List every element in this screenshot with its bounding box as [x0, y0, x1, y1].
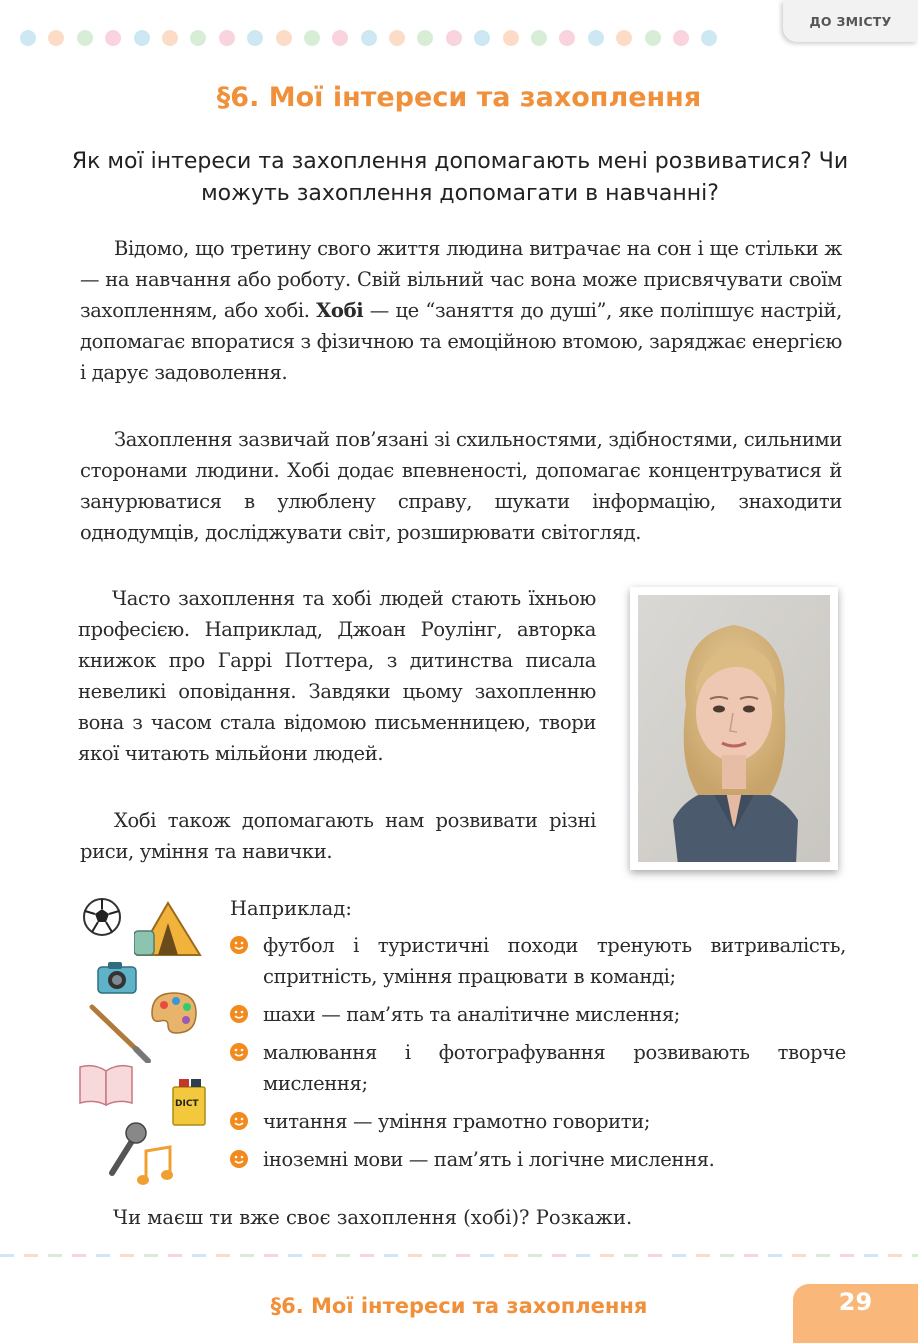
dashed-divider: [0, 1254, 918, 1258]
divider-dash: [408, 1254, 422, 1257]
divider-dash: [792, 1254, 806, 1257]
decorative-dot: [531, 30, 547, 46]
closing-question: Чи маєш ти вже своє захоплення (хобі)? Розкажи.: [113, 1206, 633, 1229]
portrait-image: [638, 595, 830, 862]
hobby-icons: [78, 895, 208, 1195]
list-item: [228, 1144, 846, 1175]
examples-label: Наприклад:: [230, 897, 352, 920]
decorative-dot: [20, 30, 36, 46]
divider-dash: [672, 1254, 686, 1257]
decorative-dot: [304, 30, 320, 46]
divider-dash: [360, 1254, 374, 1257]
divider-dash: [72, 1254, 86, 1257]
paragraph-skills: Хобі також допомагають нам розвивати різні риси, уміння та навички.: [80, 809, 596, 863]
divider-dash: [624, 1254, 638, 1257]
smiley-bullet-icon: [228, 1041, 250, 1063]
decorative-dot: [276, 30, 292, 46]
smiley-bullet-icon: [228, 934, 250, 956]
divider-dash: [720, 1254, 734, 1257]
decorative-dot: [389, 30, 405, 46]
decorative-dot: [105, 30, 121, 46]
decorative-dot: [48, 30, 64, 46]
decorative-dot: [134, 30, 150, 46]
soccer-ball-icon: [82, 897, 122, 937]
decorative-dot: [673, 30, 689, 46]
decorative-dot: [219, 30, 235, 46]
divider-dash: [480, 1254, 494, 1257]
divider-dash: [120, 1254, 134, 1257]
divider-dash: [456, 1254, 470, 1257]
decorative-dot: [474, 30, 490, 46]
divider-dash: [840, 1254, 854, 1257]
divider-dash: [888, 1254, 902, 1257]
list-item: [228, 1106, 846, 1137]
divider-dash: [504, 1254, 518, 1257]
list-item-text: футбол і туристичні походи тренують витривалість, спритність, уміння працювати в команді;: [263, 934, 846, 988]
divider-dash: [768, 1254, 782, 1257]
divider-dash: [816, 1254, 830, 1257]
divider-dash: [336, 1254, 350, 1257]
divider-dash: [552, 1254, 566, 1257]
list-item-text: читання — уміння грамотно говорити;: [263, 1110, 651, 1133]
decorative-dot: [616, 30, 632, 46]
decorative-dot: [361, 30, 377, 46]
divider-dash: [240, 1254, 254, 1257]
list-item: [228, 999, 846, 1030]
smiley-bullet-icon: [228, 1148, 250, 1170]
decorative-dot: [77, 30, 93, 46]
divider-dash: [144, 1254, 158, 1257]
camera-icon: [96, 959, 138, 995]
divider-dash: [0, 1254, 14, 1257]
decorative-dot: [190, 30, 206, 46]
decorative-dot-row: [20, 30, 717, 46]
dictionary-label: DICT: [175, 1099, 199, 1109]
divider-dash: [912, 1254, 918, 1257]
decorative-dot: [701, 30, 717, 46]
divider-dash: [648, 1254, 662, 1257]
dictionary-icon: [171, 1077, 207, 1127]
decorative-dot: [645, 30, 661, 46]
divider-dash: [264, 1254, 278, 1257]
divider-dash: [216, 1254, 230, 1257]
decorative-dot: [446, 30, 462, 46]
decorative-dot: [503, 30, 519, 46]
tent-icon: [134, 901, 204, 959]
list-item-text: іноземні мови — пам’ять і логічне мислення.: [263, 1148, 715, 1171]
decorative-dot: [332, 30, 348, 46]
divider-dash: [288, 1254, 302, 1257]
palette-icon: [150, 991, 198, 1035]
paragraph-hobby-benefits: Захоплення зазвичай пов’язані зі схильностями, здібностями, сильними сторонами людини. Хобі додає впевненості, допомагає концентруватися й занурюватися в улюблену справу, шукати інформацію, знаходити однодумців, досліджувати світ, розширювати світогляд.: [80, 428, 842, 544]
paragraph-text: Відомо, що третину свого життя людина витрачає на сон і ще стільки ж — на навчання або роботу. Свій вільний час вона може присвячувати своїм захопленням, або хобі.: [80, 237, 842, 322]
page-number: 29: [793, 1284, 918, 1343]
decorative-dot: [162, 30, 178, 46]
decorative-dot: [559, 30, 575, 46]
list-item-text: шахи — пам’ять та аналітичне мислення;: [263, 1003, 681, 1026]
paragraph-rowling-example: Часто захоплення та хобі людей стають їхньою професією. Наприклад, Джоан Роулінг, авторка книжок про Гаррі Поттера, з дитинства писала невеликі оповідання. Завдяки цьому захопленню вона з часом стала відомою письменницею, твори якої читають мільйони людей.: [78, 587, 596, 765]
list-item: [228, 1037, 846, 1099]
divider-dash: [744, 1254, 758, 1257]
paragraph-text: — це “заняття до душі”, яке поліпшує настрій, допомагає впоратися з фізичною та емоційною втомою, заряджає енергією і дарує задоволення.: [80, 299, 842, 384]
divider-dash: [168, 1254, 182, 1257]
paintbrush-icon: [88, 1003, 152, 1063]
examples-list: [228, 930, 846, 1182]
open-book-icon: [78, 1063, 134, 1107]
divider-dash: [96, 1254, 110, 1257]
divider-dash: [696, 1254, 710, 1257]
divider-dash: [600, 1254, 614, 1257]
smiley-bullet-icon: [228, 1110, 250, 1132]
list-item-text: малювання і фотографування розвивають творче мислення;: [263, 1041, 846, 1095]
divider-dash: [576, 1254, 590, 1257]
music-notes-icon: [136, 1145, 176, 1189]
paragraph-hobby-definition: [80, 233, 842, 388]
backpack-icon: [134, 931, 154, 955]
divider-dash: [24, 1254, 38, 1257]
decorative-dot: [588, 30, 604, 46]
smiley-bullet-icon: [228, 1003, 250, 1025]
divider-dash: [48, 1254, 62, 1257]
decorative-dot: [417, 30, 433, 46]
divider-dash: [864, 1254, 878, 1257]
list-item: [228, 930, 846, 992]
term-hobby: Хобі: [316, 299, 364, 322]
footer-section-title: §6. Мої інтереси та захоплення: [270, 1294, 648, 1318]
divider-dash: [384, 1254, 398, 1257]
section-title: §6. Мої інтереси та захоплення: [216, 82, 702, 113]
portrait-photo: [630, 587, 838, 870]
decorative-dot: [247, 30, 263, 46]
table-of-contents-button[interactable]: ДО ЗМІСТУ: [783, 0, 918, 42]
divider-dash: [528, 1254, 542, 1257]
divider-dash: [192, 1254, 206, 1257]
divider-dash: [312, 1254, 326, 1257]
lead-question: Як мої інтереси та захоплення допомагають мені розвиватися? Чи можуть захоплення допомагати в навчанні?: [71, 149, 849, 206]
divider-dash: [432, 1254, 446, 1257]
